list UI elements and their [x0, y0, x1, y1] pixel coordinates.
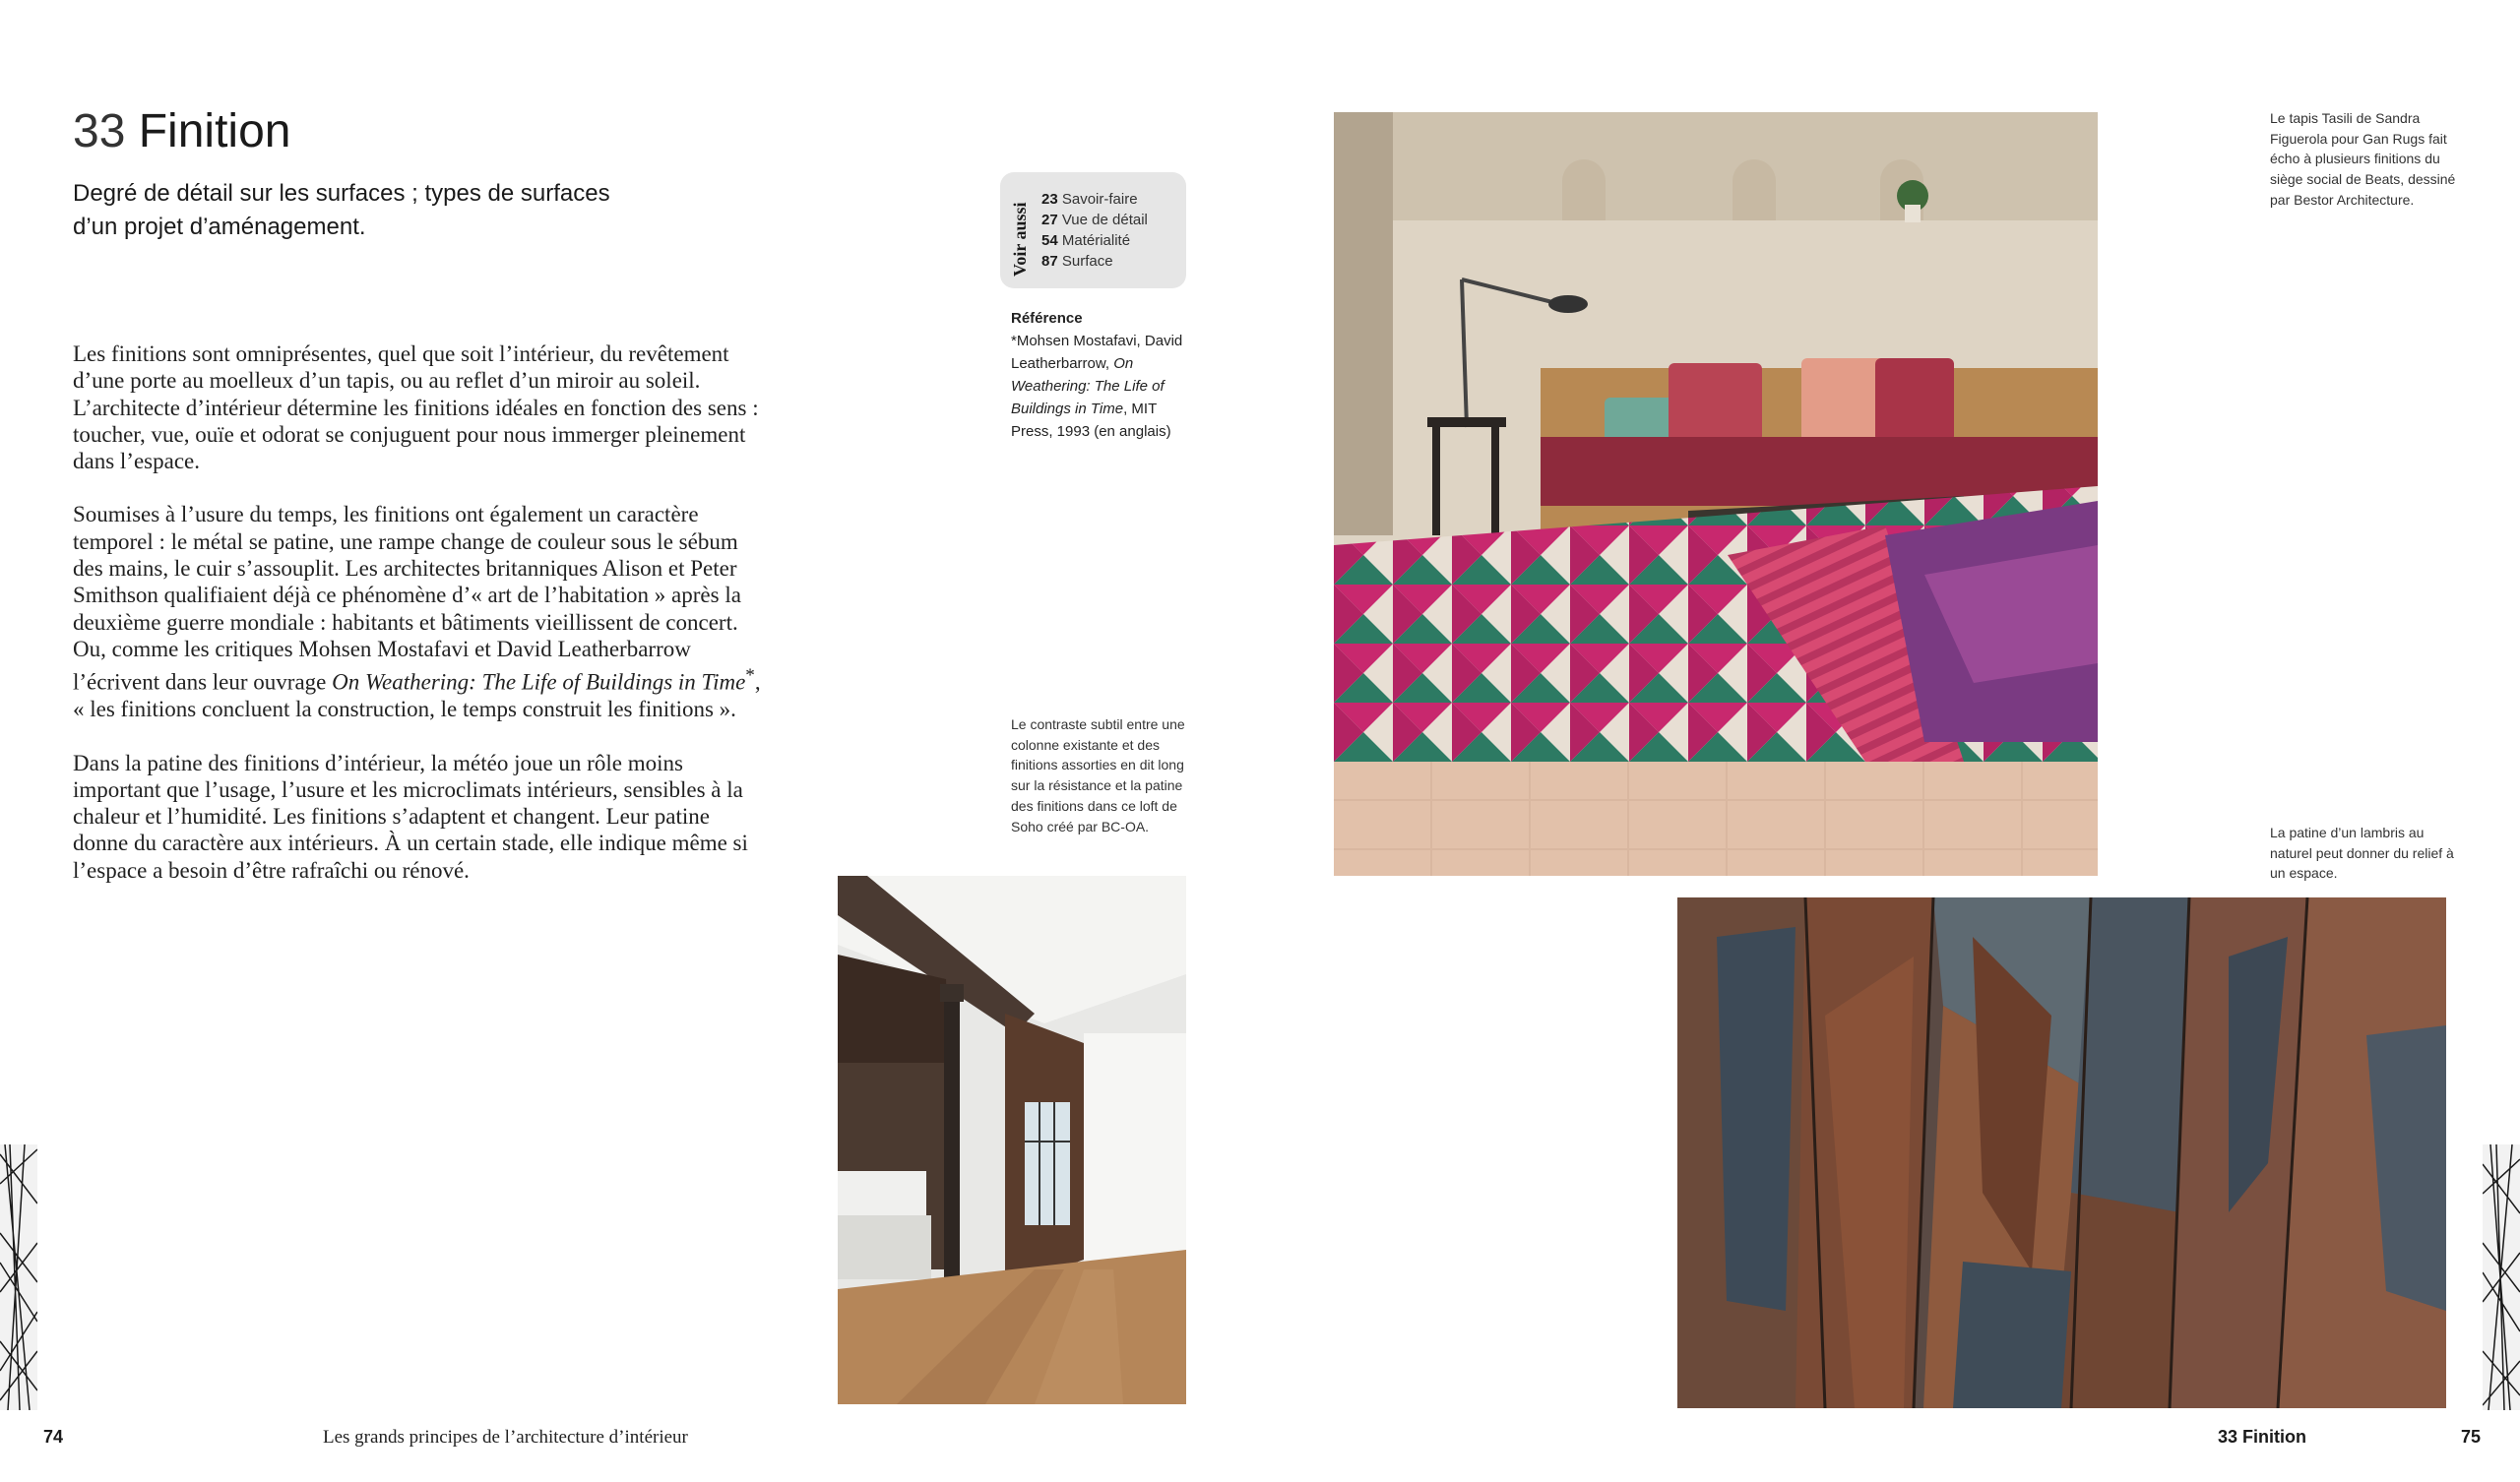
reference-text — [1011, 330, 1198, 443]
subtitle-line-1: Degré de détail sur les surfaces ; types de surfaces — [73, 180, 610, 207]
edge-texture-right — [2483, 1144, 2520, 1410]
reference-heading: Référence — [1011, 310, 1083, 327]
edge-texture-left — [0, 1144, 37, 1410]
see-also-label: Voir aussi — [1010, 202, 1030, 277]
see-also-item[interactable] — [1041, 251, 1148, 272]
see-also-text: Savoir-faire — [1061, 191, 1138, 208]
page-number-right: 75 — [2461, 1427, 2482, 1447]
reference-authors: *Mohsen Mostafavi, David Leatherbarrow, — [1011, 333, 1183, 372]
see-also-text: Vue de détail — [1061, 212, 1148, 228]
see-also-number: 27 — [1041, 212, 1058, 228]
reference-title: On Weathering: The Life of Buildings in Time — [1011, 355, 1165, 417]
subtitle-line-2: d’un projet d’aménagement. — [73, 214, 366, 240]
see-also-item[interactable] — [1041, 210, 1148, 230]
wood-panel-photo — [1677, 897, 2446, 1408]
see-also-text: Matérialité — [1061, 232, 1131, 249]
see-also-box — [1000, 172, 1186, 288]
page-number-left: 74 — [43, 1427, 64, 1447]
reference-block — [1011, 307, 1198, 443]
book-title: On Weathering: The Life of Buildings in Time — [332, 669, 746, 695]
caption-rug: Le tapis Tasili de Sandra Figuerola pour Gan Rugs fait écho à plusieurs finitions du siège social de Beats, dessiné par Bestor Architecture. — [2270, 110, 2456, 208]
see-also-number: 87 — [1041, 253, 1058, 270]
see-also-item[interactable] — [1041, 189, 1148, 210]
see-also-list — [1041, 189, 1148, 272]
see-also-number: 23 — [1041, 191, 1058, 208]
chapter-number: 33 — [73, 105, 126, 157]
see-also-text: Surface — [1061, 253, 1113, 270]
body-paragraph-3: Dans la patine des finitions d’intérieur, la météo joue un rôle moins important que l’usage, l’usure et les microclimats intérieurs, sensibles à la chaleur et l’humidité. Les finitions s’adaptent et changent. Leur patine donne du caractère aux intérieurs. À un certain stade, elle indique même si l’espace a besoin d’être rafraîchi ou rénové. — [73, 750, 748, 883]
reference-publisher: , MIT Press, 1993 (en anglais) — [1011, 401, 1171, 440]
paragraph-2-end: , « les finitions concluent la construction, le temps construit les finitions ». — [73, 669, 761, 722]
see-also-number: 54 — [1041, 232, 1058, 249]
body-paragraph-2 — [73, 501, 762, 722]
body-paragraph-1: Les finitions sont omniprésentes, quel que soit l’intérieur, du revêtement d’une porte au moelleux d’un tapis, ou au reflet d’un miroir au soleil. L’architecte d’intérieur détermine les finitions idéales en fonction des sens : toucher, vue, ouïe et odorat se conjuguent pour nous immerger pleinement dans l’espace. — [73, 341, 759, 474]
chapter-title-text: Finition — [138, 105, 291, 157]
footnote-mark: * — [745, 665, 755, 687]
running-head-left: Les grands principes de l’architecture d’intérieur — [323, 1427, 688, 1448]
loft-photo — [838, 876, 1186, 1404]
caption-wood-panel: La patine d’un lambris au naturel peut donner du relief à un espace. — [2270, 825, 2454, 882]
caption-loft: Le contraste subtil entre une colonne existante et des finitions assorties en dit long sur la résistance et la patine des finitions dans ce loft de Soho créé par BC-OA. — [1011, 716, 1185, 834]
body-text — [73, 340, 762, 910]
see-also-item[interactable] — [1041, 230, 1148, 251]
chapter-subtitle — [73, 177, 703, 244]
paragraph-2-start: Soumises à l’usure du temps, les finitions ont également un caractère temporel : le métal se patine, une rampe change de couleur sous le sébum des mains, le cuir s’assouplit. Les architectes britanniques Alison et Peter Smithson qualifiaient déjà ce phénomène d’« art de l’habitation » après la deuxième guerre mondiale : habitants et bâtiments vieillissent de concert. Ou, comme les critiques Mohsen Mostafavi et David Leatherbarrow l’écrivent dans leur ouvrage — [73, 502, 741, 695]
chapter-title — [73, 102, 290, 161]
running-head-right: 33 Finition — [2218, 1427, 2306, 1447]
living-room-rug-photo — [1334, 112, 2098, 876]
